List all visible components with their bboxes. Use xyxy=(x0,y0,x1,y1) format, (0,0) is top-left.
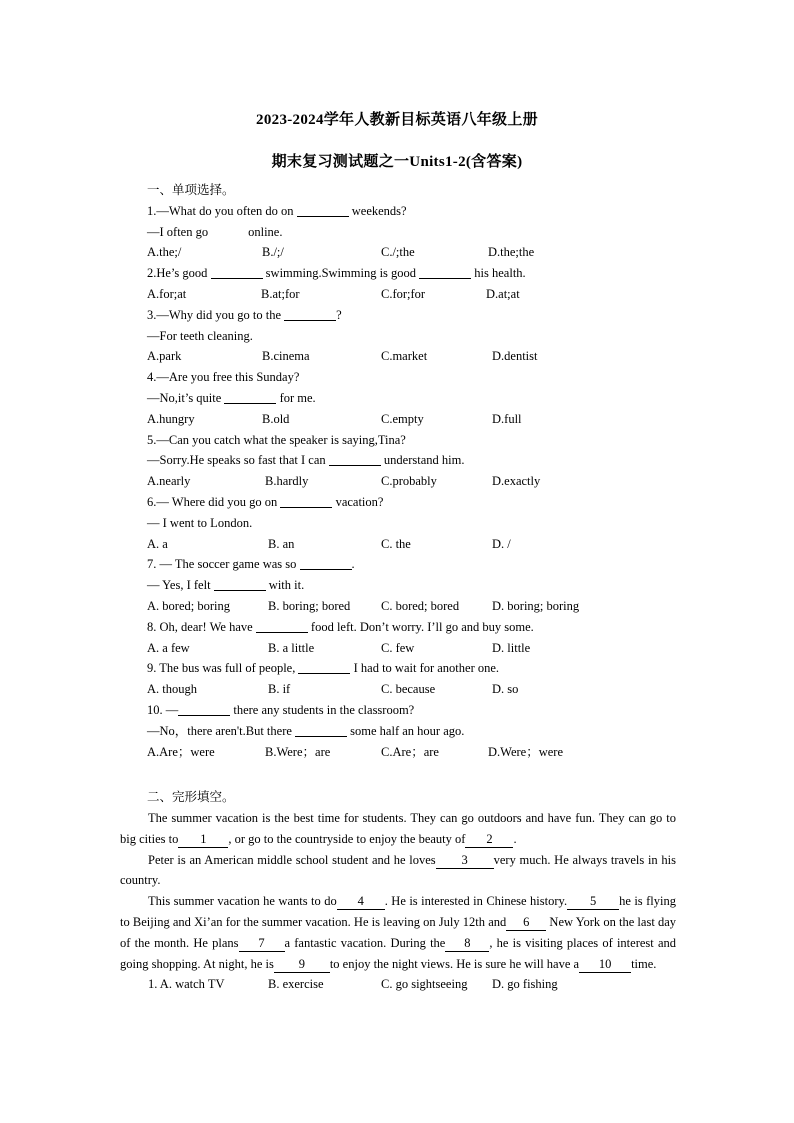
cloze-blank-5: 5 xyxy=(567,894,619,910)
cloze-blank-8: 8 xyxy=(445,936,489,952)
question-10-line-1: 10. — there any students in the classroom? xyxy=(147,702,415,717)
cloze-blank-9: 9 xyxy=(274,957,330,973)
title-line-1: 2023-2024学年人教新目标英语八年级上册 xyxy=(256,112,538,128)
cloze-blank-1: 1 xyxy=(178,832,228,848)
question-8-options: A. a few B. a little C. few D. little xyxy=(147,640,531,655)
question-9-options: A. though B. if C. because D. so xyxy=(147,682,519,697)
cloze-blank-3: 3 xyxy=(436,853,494,869)
passage-paragraph-2: Peter is an American middle school student and he loves 3 very much. He always travels in his country. xyxy=(120,852,676,888)
question-3-options: A.park B.cinema C.market D.dentist xyxy=(147,349,538,364)
title-line-2: 期末复习测试题之一Units1-2(含答案) xyxy=(271,154,523,170)
cloze-blank-4: 4 xyxy=(337,894,385,910)
cloze-blank-2: 2 xyxy=(465,832,513,848)
question-10-options: A.Are；were B.Were；are C.Are；are D.Were；were xyxy=(147,744,563,759)
question-6-options: A. a B. an C. the D. / xyxy=(147,536,511,551)
cloze-question-1-options: 1. A. watch TV B. exercise C. go sightseeing D. go fishing xyxy=(148,977,558,992)
question-3-line-1: 3.—Why did you go to the ? xyxy=(147,307,342,322)
question-4-options: A.hungry B.old C.empty D.full xyxy=(147,411,522,426)
question-2-line-1: 2.He’s good swimming.Swimming is good his health. xyxy=(147,266,526,281)
cloze-blank-10: 10 xyxy=(579,957,631,973)
question-7-line-1: 7. — The soccer game was so . xyxy=(147,557,355,572)
question-2-options: A.for;at B.at;for C.for;for D.at;at xyxy=(147,286,520,301)
question-5-options: A.nearly B.hardly C.probably D.exactly xyxy=(147,474,541,489)
section-2 xyxy=(120,786,676,995)
section-1 xyxy=(147,180,677,762)
question-1-line-1: 1.—What do you often do on weekends? xyxy=(147,203,407,218)
section-1-heading: 一、单项选择。 xyxy=(147,182,235,197)
question-1-options: A.the;/ B./;/ C./;the D.the;the xyxy=(147,245,535,260)
question-4-line-2: —No,it’s quite for me. xyxy=(147,390,316,405)
question-5-line-2: —Sorry.He speaks so fast that I can understand him. xyxy=(147,453,465,468)
cloze-blank-6: 6 xyxy=(506,915,546,931)
question-6-line-1: 6.— Where did you go on vacation? xyxy=(147,494,384,509)
passage-paragraph-3: This summer vacation he wants to do 4 . He is interested in Chinese history. 5 he is flying to Beijing and Xi’an for the summer vacation. He is leaving on July 12th and 6 New York on the last day of the month. He plans 7 a fantastic vacation. During the 8 , he is visiting places of interest and going shopping. At night, he is 9 to enjoy the night views. He is sure he will have a 10 time. xyxy=(120,894,677,971)
question-10-line-2: —No，there aren't.But there some half an hour ago. xyxy=(147,723,465,738)
question-7-options: A. bored; boring B. boring; bored C. bored; bored D. boring; boring xyxy=(147,598,580,613)
question-6-line-2: — I went to London. xyxy=(147,515,253,530)
passage-paragraph-1: The summer vacation is the best time for students. They can go outdoors and have fun. They can go to big cities to 1 , or go to the countryside to enjoy the beauty of 2 . xyxy=(120,811,676,846)
question-8-line-1: 8. Oh, dear! We have food left. Don’t worry. I’ll go and buy some. xyxy=(147,619,534,634)
cloze-blank-7: 7 xyxy=(239,936,285,952)
section-2-heading: 二、完形填空。 xyxy=(147,789,235,804)
question-7-line-2: — Yes, I felt with it. xyxy=(147,578,305,593)
question-3-line-2: —For teeth cleaning. xyxy=(147,328,253,343)
question-9-line-1: 9. The bus was full of people, I had to wait for another one. xyxy=(147,661,500,676)
question-1-line-2: —I often go online. xyxy=(147,224,283,239)
question-5-line-1: 5.—Can you catch what the speaker is saying,Tina? xyxy=(147,432,406,447)
question-4-line-1: 4.—Are you free this Sunday? xyxy=(147,370,300,385)
